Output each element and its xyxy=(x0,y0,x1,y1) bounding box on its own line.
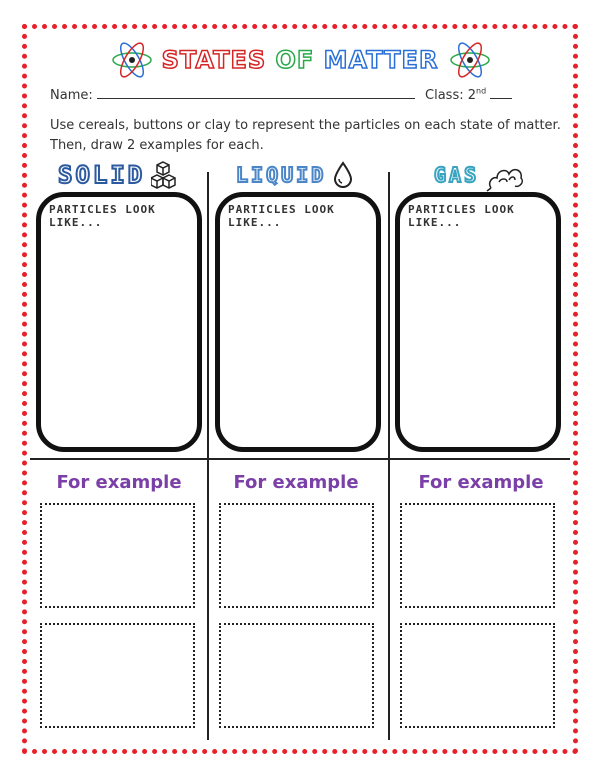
example-heading-solid: For example xyxy=(56,472,182,493)
cloud-puff-icon xyxy=(485,158,525,192)
particles-card-solid[interactable] xyxy=(36,192,202,452)
example-box-gas-1[interactable] xyxy=(400,503,555,608)
particles-label: PARTICLES LOOK LIKE... xyxy=(49,203,156,229)
row-divider xyxy=(30,458,570,460)
class-label: Class: 2 xyxy=(425,88,476,103)
instructions-text: Use cereals, buttons or clay to represent the particles on each state of matter. Then, draw 2 examples for each. xyxy=(50,118,561,153)
cubes-icon xyxy=(151,160,187,190)
title-row xyxy=(0,38,600,82)
page-title xyxy=(155,46,445,74)
example-box-solid-1[interactable] xyxy=(40,503,195,608)
atom-icon xyxy=(448,38,492,82)
liquid-heading xyxy=(236,160,354,190)
name-blank[interactable] xyxy=(97,86,415,99)
example-box-gas-2[interactable] xyxy=(400,623,555,728)
name-label: Name: xyxy=(50,88,93,103)
column-divider xyxy=(207,172,209,740)
class-superscript: nd xyxy=(476,86,487,96)
name-class-line xyxy=(50,86,550,103)
title-word-states: STATES xyxy=(161,46,267,74)
column-divider xyxy=(388,172,390,740)
example-heading-gas: For example xyxy=(418,472,544,493)
particles-label: PARTICLES LOOK LIKE... xyxy=(228,203,335,229)
particles-label: PARTICLES LOOK LIKE... xyxy=(408,203,515,229)
atom-icon xyxy=(110,38,154,82)
particles-card-gas[interactable] xyxy=(395,192,561,452)
gas-heading-text: GAS xyxy=(434,163,480,187)
liquid-heading-text: LIQUID xyxy=(236,163,327,187)
example-box-liquid-1[interactable] xyxy=(219,503,374,608)
example-box-solid-2[interactable] xyxy=(40,623,195,728)
title-word-of: OF xyxy=(275,46,315,74)
title-word-matter: MATTER xyxy=(323,46,439,74)
class-blank[interactable] xyxy=(490,86,512,99)
solid-heading-text: SOLID xyxy=(58,161,146,189)
droplet-icon xyxy=(332,161,354,189)
example-box-liquid-2[interactable] xyxy=(219,623,374,728)
gas-heading xyxy=(434,160,525,190)
example-heading-liquid: For example xyxy=(233,472,359,493)
solid-heading xyxy=(58,160,187,190)
particles-card-liquid[interactable] xyxy=(215,192,381,452)
